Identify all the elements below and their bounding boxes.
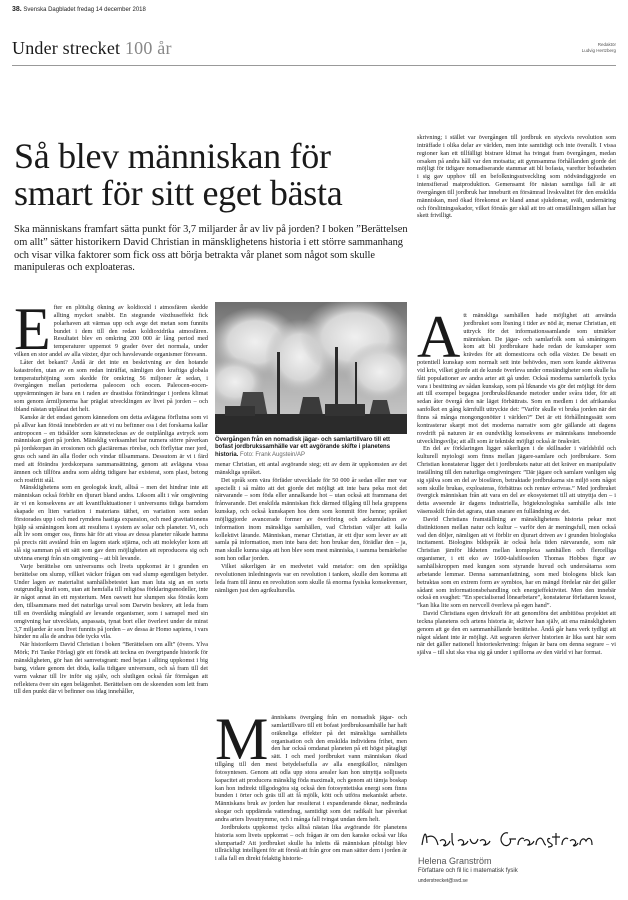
paragraph: Det språk som vära förfäder utvecklade för 50 000 år sedan eller mer var speciellt i så måtto att det gjorde det möjligt att inte bara peka mot det närvarande – som föda eller annalkande hot – utan också att frammana det frånvarande. Det enskilda människan fick därmed tillgång till hela gruppens kunskap, och också kunskapen hos dem som kommit före henne; språket möjliggjorde avancerade former av överföring och ackumulation av information inom mänskliga samhällen, vad Christian väljer att kalla kollektivt lärande. Människan, menar Christian, är ett djur som lever av att samla på information, men inte bara det: hon brukar den, förädlar den – ja, man skulle kunna säga att hon blev som mest människa, i samma bemärkelse som hon odlar jorden. <box>215 476 407 563</box>
paragraph-text: tt mänskliga samhällen hade möjlighet att använda jordbruket som lösning i tider av nöd är, menar Christian, ett uttryck för det informationssamlande som utmärker människan. De jägar- och samlarfolk som så småningom kom att bli jordbrukare hade redan de kunskaper som krävdes för att domesticera och odla växter. De besatt en potentiell kunskap som normalt sett inte behövdes, men som kunde aktiveras vid kris, vilket gjorde att de kunde överleva under omständigheter som skulle ha fått populationer av andra arter att gå under. Också moderna samlarfolk tycks vara i besittning av sådan kunskap, som på liknande vis gör det möjligt för dem att till exempel begagna jordbruksliknande metoder under svåra tider, för att sedan åter övergå den när läget förbättrats. Som en medlem i det afrikanska sanfolket en gång kärnfullt uttryckte det: ”Varför skulle vi bruka jorden när det finns så många mongongonötter i världen?” Det är ett förhållningssätt som kontrasterar skarpt mot det moderna narrativ som gör gällande att dagens rovdrift på naturen är en oundviklig konsekvens av människans inneboende utvecklingsvilja; att allt som är tekniskt möjligt också är önskvärt. <box>417 312 616 445</box>
column-3-continued <box>417 312 616 812</box>
paragraph: Vilket säkerligen är en medvetet vald metafor: om den språkliga revolutionen inledningsvis var en revolution i tanken, skulle den komma att leda fram till ännu en revolution som skulle få enorma fysiska konsekvenser, nämligen just den agrikulturella. <box>215 562 407 594</box>
paragraph: Jordbrukets uppkomst tycks alltså nästan lika avgörande för planetens historia som livets uppkomst – och frågan är om den kanske också var lika slumpartad? Att jordbruket skulle ha inletts då människan plötsligt blev tillräckligt intelligent för att förstå att från gror om man sätter dem i jorden är i alla fall en direkt felaktig historie- <box>215 823 407 863</box>
paragraph <box>417 312 616 445</box>
paragraph: Kanske är det endast genom kännedom om detta avlägsna förflutna som vi på allvar kan förstå innebörden av att vi nu befinner oss i det forskarna kallar antropocen – en tidsålder som kännetecknas av de outplånliga avtryck som människan gjort på jorden. Mänsklig verksamhet har numera större påverkan på jordskorpan än erosionen och glaciärernas rörelse, och förflyttar mer jord, grus och sand än alla floder och vindar tillsammans. Dessutom är vi i färd med att förändra jordskorpans sammansättning, genom att avlägsna vissa ämnen och tillföra andra som aldrig tidigare har existerat, som plast, betong och rostfritt stål. <box>14 413 208 484</box>
publication-line: Svenska Dagbladet fredag 14 december 2018 <box>23 7 146 13</box>
editor-role: Redaktör <box>597 42 616 47</box>
column-1 <box>14 304 208 896</box>
headline: Så blev människan för smart för sitt eget bästa <box>14 136 343 213</box>
paragraph: När historikern David Christian i boken ”Berättelsen om allt” (övers. Ylva Mörk; Fri Tanke Förlag) gör ett försök att teckna en övergripande historik för mänskligheten, gör han det samvetsgrant: med bejan i allting uppkomst i big bang, vidare genom det döda, kalla tidigare universum, och så fram till det varm vaknar till liv inför sig själv, och slutligen också får förmågan att reflektera över sin egen belägenhet. Berättelsen om de skeenden som lett fram till den punkt där vi befinner oss idag innehåller, <box>14 641 208 696</box>
column-2-continued <box>215 714 407 896</box>
paragraph: Låter det bekant? Ändå är det inte en beskrivning av den hotande katastrofen, utan av en som redan inträffat, nämligen den kraftiga globala temperaturhöjning som skedde för omkring 56 miljoner år sedan, i övergången mellan perioderna paleocen och eocen. Paleocen-eocen-uppvärmningen är bara en i raden av drastiska förändringar i jordens klimat som genom årmiljonerna har präglat utvecklingen av livet på jorden – och ibland nästan utplånat det helt. <box>14 358 208 413</box>
column-2 <box>215 461 407 697</box>
paragraph: David Christians egen drivkraft för att genomföra det ambitiösa projektet att teckna planetens och artens historia är, skriver han själv, att ena mänskligheten genom att ge den en sammanhållande berättelse. Ändå går hans verk tydligt att något sådant inte är möjligt. Att segraren skriver historien är lika sant här som när det gäller nationell historieskrivning: frågan är bara om denna segrare – vi själva – till slut ska visa sig gå under i spillorna av den värld vi har format. <box>417 610 616 657</box>
paragraph: skrivning; i stället var övergången till jordbruk en styckvis revolution som inträffade i olika delar av världen, men inte samtidigt och inte överallt. I vissa regioner kan ett tillfälligt bistrare klimat ha tvingat fram övergången, medan orsaken på andra håll var den motsatta; att gynnsamma förhållanden gjorde det möjligt för tidigare nomadiserande stammar att bli bofasta, varefter bofastheten i sig gav upphov till en befolkningsutveckling som nödvändiggjorde en intensifierad matproduktion. Gemensamt för nästan samtliga fall är att övergången till jordbruk har inneburit en försämrad livskvalitet för den enskilda människan, med ökad förekomst av bland annat sjukdomar, svält, undernäring och förslitningsskador, vilket förstås ger skäl att tro att omställningen sällan har skett frivilligt. <box>417 134 616 220</box>
page-number: 38. <box>12 6 22 13</box>
paragraph: menar Christian, ett antal avgörande steg; ett av dem är uppkomsten av det mänskliga språket. <box>215 461 407 476</box>
paragraph-text: fter en plötslig ökning av koldioxid i atmosfären skedde allting mycket snabbt. En stegrande växthuseffekt fick polarhaven att värmas upp och avge det metan som funnits bundet i dem till den redan koldioxidrika atmosfären. Resultatet blev en omkring 200 000 år lång period med temperaturer uppemot 9 grader över det normala, under vilken en stor andel av alla växter, djur och havslevande organismer försvann. <box>14 304 208 359</box>
paragraph: David Christians framställning av mänsklighetens historia pekar mot distinktionen mellan natur och kultur – varför den är meningsfull, men också vad den döljer, nämligen att vi förblir en djurart driven av i grunden biologiska incitament. Biologins bildspråk är också hela tiden närvarande, som när Christian jämför likheten mellan komplexa samhällen och flercelliga organismer, i ett eko av 1600-talsfilosofen Thomas Hobbes figur av samhällskroppen med kungen som styrande huvud och undersåtarna som arbetande lemmar. Denna sammanfattning, som med biologens blick kan betraktas som en extrem form av symbios, har en mängd fördelar när det gäller sådant som informationsbehandling och energieffektivitet. Men den innebär också en svaghet: ”En specialiserad lönearbetare”, konstaterar författaren krasst, ”kan lika lite som en nervcell överleva på egen hand”. <box>417 515 616 610</box>
paragraph-text: änniskans övergång från en nomadisk jägar- och samlartillvaro till ett bofast jordbrukssamhälle har haft oräkneliga effekter på det mänskliga samhällets organisation och den enskilda individens frihet, men den har också omdanat planeten på ett högst påtagligt sätt. I och med jordbruket vann människan ökad tillgång till den mest betydelsefulla av alla energikällor, nämligen fotosyntesen. Genom att odla upp stora arealer kan hon utnyttja solljusets kapacitet att producera mänsklig föda maximalt, och genom att tämja boskap kan hon indirekt tillgodogöra sig också den fotosyntetiska energi som finns bunden i örter och gräs till att få mjölk, kött och utföra mekaniskt arbete. Människans bruk av jorden har resulterat i expanderande öknar, nedbrända skogar och uppdämda vattendrag, samtidigt som det radikalt har påverkat andra arters livsutrymme, och i många fall tvingat undan dem helt. <box>215 714 407 823</box>
section-title <box>12 38 172 59</box>
photo-caption <box>215 437 407 459</box>
paragraph <box>215 714 407 824</box>
column-3 <box>417 134 616 306</box>
article-photo <box>215 302 407 434</box>
drop-cap: A <box>417 312 461 370</box>
drop-cap: E <box>14 304 51 362</box>
author-name: Helena Granström <box>418 856 492 866</box>
author-block <box>418 856 518 886</box>
page-header <box>12 6 146 13</box>
header-rule <box>12 65 616 66</box>
photo-credit: Foto: Frank Augstein/AP <box>240 451 306 458</box>
paragraph: Mänsklighetens som en geologisk kraft, alltså – men det hindrar inte att människan också förblir en djurart bland andra. Liksom allt i vår omgivning är vi en konsekvens av att kvantfluktuationer i universums tidiga barndom skapade en liten variation i materians täthet, en variation som sedan förstorades upp i och med rymdens hastiga expansion, och med gravitationens hjälp så småningom kom att resultera i system av solar och planeter. Vi, och allt liv som omger oss, finns här för att vissa av dessa planeter råkade hamna på precis rätt avstånd från en lagom stark stjärna, och att molekyler kom att slå sig samman på ett sätt som gav dem möjligheten att reproducera sig och utvinna energi från sin omgivning – att bli levande. <box>14 484 208 562</box>
power-plant-photo <box>215 302 407 434</box>
section-name: Under strecket <box>12 38 121 58</box>
section-years: 100 år <box>124 38 172 58</box>
paragraph: En del av förklaringen ligger säkerligen i de skillnader i världsbild och kulturell mytologi som finns mellan jägare-samlare och jordbrukare. Som Christian konstaterar ligger det i jordbrukets natur att det kräver en manipulativ inställning till den naturliga omgivningen: ”Där jägare och samlare vanligen såg sig själva som en del av biosfären, betraktade jordbrukarna sin miljö som något som skulle brukas, exploateras, förbättras och rentav erövras.” Med jordbruket övergick människan från att vara en del av ekosystemet till att utnyttja den – i detta avseende är dagens industriella, högteknologiska samhälle alls inte väsensskilt från det agrara, utan snarare en fulländning av det. <box>417 445 616 516</box>
editor-name: Ludvig Hertzberg <box>581 48 616 53</box>
drop-cap: M <box>215 714 269 772</box>
author-signature <box>418 823 618 853</box>
ingress: Ska människans framfart sätta punkt för 3,7 miljarder år av liv på jorden? I boken ”Berättelsen om allt” sätter historikern David Christian in mänsklighetens historia i ett större sammanhang och visar vilka faktorer som fick oss att börja betrakta vår planet som något som skulle manipuleras och exploateras. <box>14 224 408 274</box>
caption-text: Övergången från en nomadisk jägar- och samlartillvaro till ett bofast jordbrukssamhälle var ett avgörande skifte i planetens historia. <box>215 437 391 458</box>
editor-credit <box>582 42 616 54</box>
author-email: understrecket@svd.se <box>418 878 468 884</box>
paragraph <box>14 304 208 362</box>
signature-image <box>418 823 618 853</box>
author-role: Författare och fil lic i matematisk fysik <box>418 868 518 874</box>
paragraph: Varje berättelse om universums och livets uppkomst är i grunden en berättelse om slump, villket väcker frågan om vad slump egentligen betyder. Under lagen av materialist samhällsbetestet kan man luta sig an en sorts outgrundlig kraft som, utan att hemfalla till religiösa förklaringsmodeller, inte är något annat än ett mysterium. Men oavsett hur slumpen ska förstås kom den, tillsammans med det naturliga urval som Darwin beskrev, att leda fram till en överdådig mångfald av levande organismer, som i samspel med sin omgivning har utvecklats, anpassats, tynat bort eller överlevt under de minst 3,7 miljarder år som livet funnits på jorden – av dessa är Homo sapiens, i vars händer nu alla de andras öde tycks vila. <box>14 562 208 641</box>
